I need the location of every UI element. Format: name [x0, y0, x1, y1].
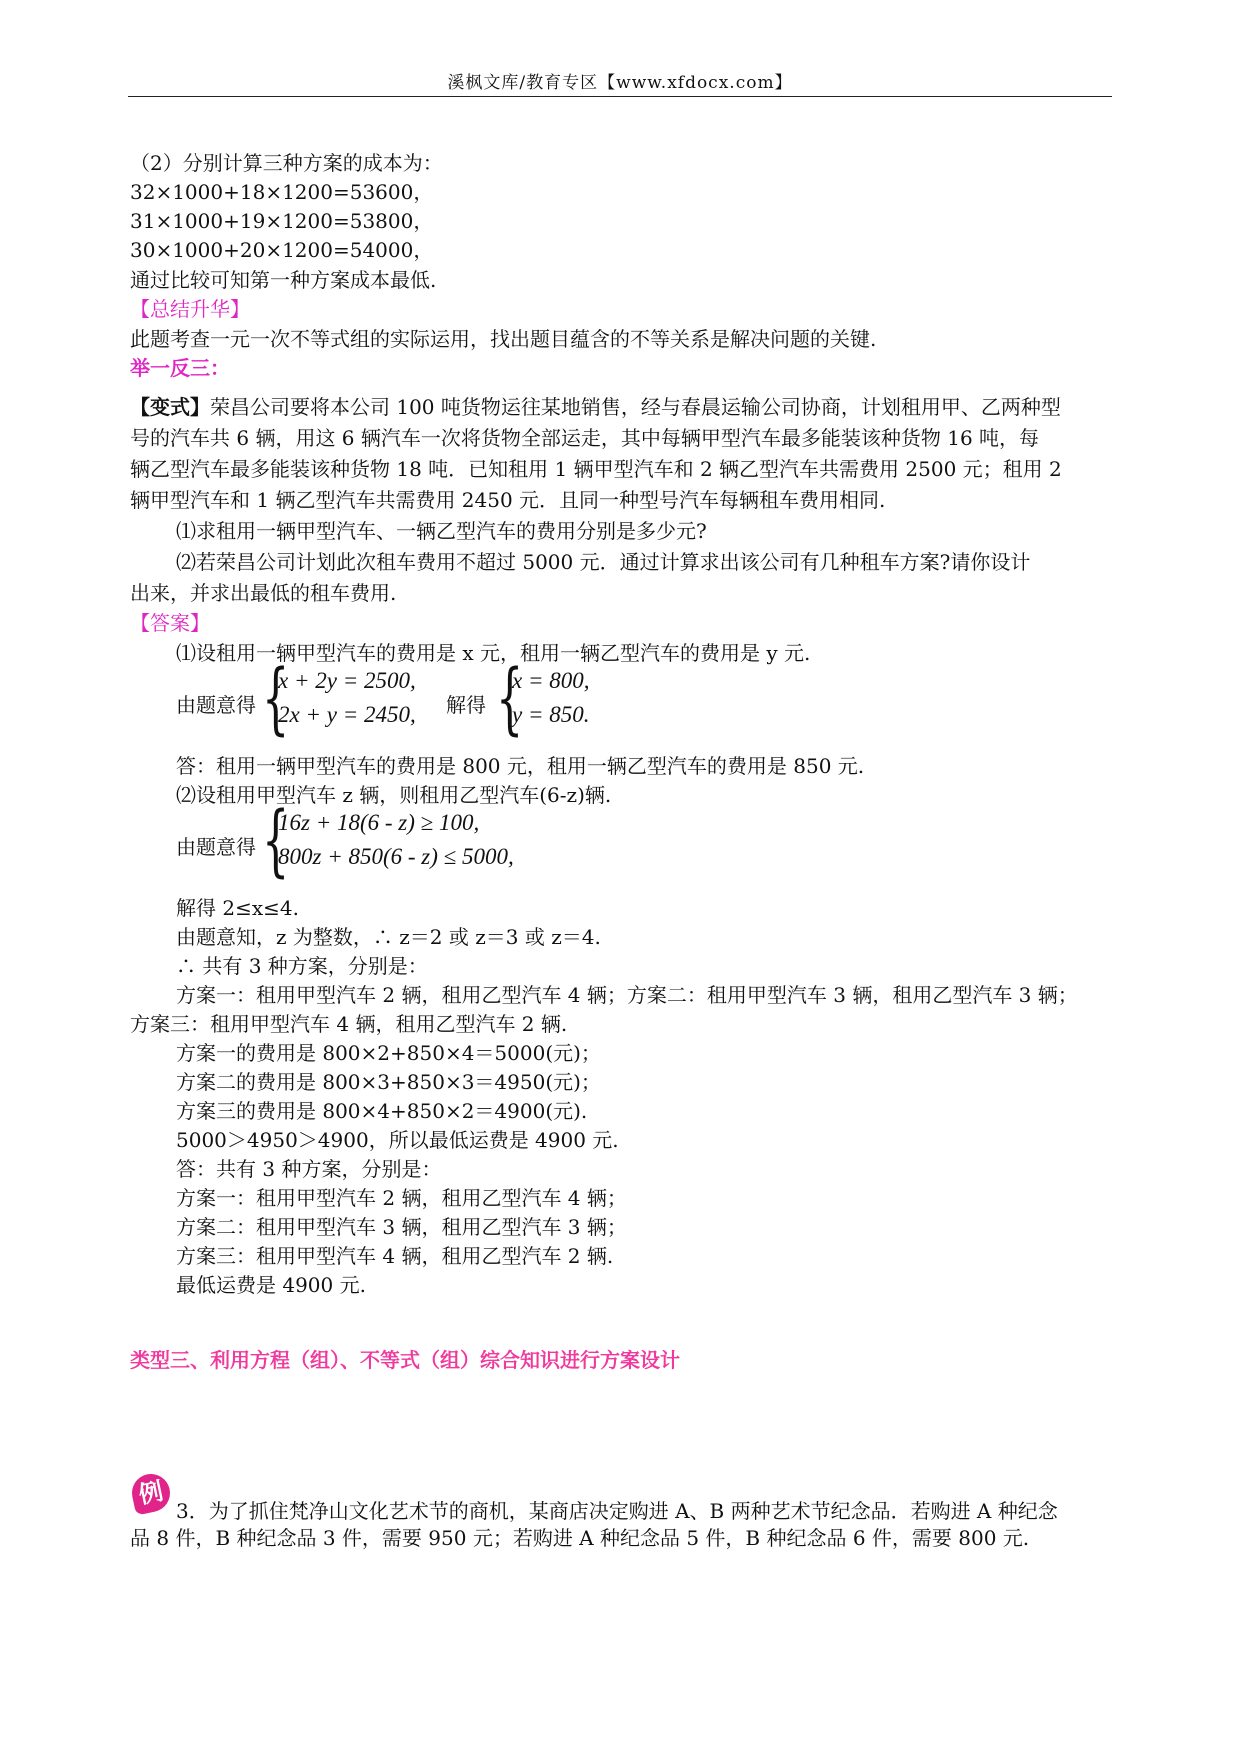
part2-conclusion: 通过比较可知第一种方案成本最低.	[130, 268, 437, 292]
section-3-title: 类型三、利用方程（组）、不等式（组）综合知识进行方案设计	[130, 1348, 680, 1372]
system-2-eq-1: 16z + 18(6 - z) ≥ 100,	[278, 810, 480, 835]
system-1-brace: {	[262, 654, 290, 744]
system-2-label: 由题意得	[176, 835, 256, 859]
plans-line-2: 方案三：租用甲型汽车 4 辆，租用乙型汽车 2 辆.	[130, 1012, 568, 1036]
min-cost: 最低运费是 4900 元.	[176, 1273, 366, 1297]
summary-heading: 【总结升华】	[130, 297, 250, 321]
cost-compare: 5000＞4950＞4900，所以最低运费是 4900 元.	[176, 1128, 619, 1152]
answer-heading: 【答案】	[130, 611, 210, 635]
calc-line-1: 32×1000+18×1200=53600，	[130, 180, 434, 204]
plans-line-1: 方案一：租用甲型汽车 2 辆，租用乙型汽车 4 辆；方案二：租用甲型汽车 3 辆，租用乙型汽车 3 辆；	[176, 983, 1078, 1007]
cost-plan-1: 方案一的费用是 800×2+850×4＝5000(元)；	[176, 1041, 601, 1065]
answer-2-setup: ⑵设租用甲型汽车 z 辆，则租用乙型汽车(6-z)辆.	[176, 783, 612, 807]
system-1-eq-2: 2x + y = 2450,	[278, 702, 416, 727]
calc-line-2: 31×1000+19×1200=53800，	[130, 209, 434, 233]
system-1-eq-1: x + 2y = 2500,	[278, 668, 416, 693]
variant-line-3: 辆乙型汽车最多能装该种货物 18 吨．已知租用 1 辆甲型汽车和 2 辆乙型汽车共需费用 2500 元；租用 2	[130, 457, 1062, 481]
system-1-sol-1: x = 800,	[512, 668, 590, 693]
question-1: ⑴求租用一辆甲型汽车、一辆乙型汽车的费用分别是多少元?	[176, 519, 707, 543]
calc-line-3: 30×1000+20×1200=54000，	[130, 238, 434, 262]
system-2-eq-2: 800z + 850(6 - z) ≤ 5000,	[278, 844, 514, 869]
system-1-solve-label: 解得	[446, 693, 486, 717]
final-plan-1: 方案一：租用甲型汽车 2 辆，租用乙型汽车 4 辆；	[176, 1186, 627, 1210]
question-2-line-1: ⑵若荣昌公司计划此次租车费用不超过 5000 元．通过计算求出该公司有几种租车方案?请你设计	[176, 550, 1031, 574]
system-2-brace: {	[262, 796, 290, 886]
system-1-sol-2: y = 850.	[512, 702, 590, 727]
variant-line-2: 号的汽车共 6 辆，用这 6 辆汽车一次将货物全部运走，其中每辆甲型汽车最多能装该种货物 16 吨，每	[130, 426, 1040, 450]
final-plan-2: 方案二：租用甲型汽车 3 辆，租用乙型汽车 3 辆；	[176, 1215, 627, 1239]
final-plan-3: 方案三：租用甲型汽车 4 辆，租用乙型汽车 2 辆.	[176, 1244, 614, 1268]
integer-note: 由题意知，z 为整数，∴ z＝2 或 z＝3 或 z＝4.	[176, 925, 601, 949]
example-3-line-1: 3．为了抓住梵净山文化艺术节的商机，某商店决定购进 A、B 两种艺术节纪念品．若购进 A 种纪念	[176, 1499, 1058, 1523]
variant-line-4: 辆甲型汽车和 1 辆乙型汽车共需费用 2450 元．且同一种型号汽车每辆租车费用相同.	[130, 488, 886, 512]
answer-1-setup: ⑴设租用一辆甲型汽车的费用是 x 元，租用一辆乙型汽车的费用是 y 元.	[176, 641, 811, 665]
part2-intro: （2）分别计算三种方案的成本为：	[130, 151, 443, 175]
final-intro: 答：共有 3 种方案，分别是：	[176, 1157, 442, 1181]
answer-1-result: 答：租用一辆甲型汽车的费用是 800 元，租用一辆乙型汽车的费用是 850 元.	[176, 754, 865, 778]
variant-line-1	[130, 392, 1061, 422]
practice-heading: 举一反三：	[130, 356, 230, 380]
system-1-solution-brace: {	[496, 654, 524, 744]
question-2-line-2: 出来，并求出最低的租车费用.	[130, 581, 397, 605]
variant-text-1: 荣昌公司要将本公司 100 吨货物运往某地销售，经与春晨运输公司协商，计划租用甲、乙两种型	[210, 395, 1061, 419]
header-divider	[128, 96, 1112, 97]
page-header: 溪枫文库/教育专区【www.xfdocx.com】	[447, 73, 793, 93]
example-3-line-2: 品 8 件，B 种纪念品 3 件，需要 950 元；若购进 A 种纪念品 5 件，B 种纪念品 6 件，需要 800 元.	[130, 1526, 1030, 1550]
variant-label: 【变式】	[130, 395, 210, 419]
summary-text: 此题考查一元一次不等式组的实际运用，找出题目蕴含的不等关系是解决问题的关键.	[130, 327, 877, 351]
solve-range: 解得 2≤x≤4.	[176, 896, 299, 920]
cost-plan-3: 方案三的费用是 800×4+850×2＝4900(元).	[176, 1099, 588, 1123]
example-badge-icon: 例	[128, 1470, 173, 1515]
cost-plan-2: 方案二的费用是 800×3+850×3＝4950(元)；	[176, 1070, 601, 1094]
system-1-label: 由题意得	[176, 693, 256, 717]
plan-count: ∴ 共有 3 种方案，分别是：	[176, 954, 428, 978]
